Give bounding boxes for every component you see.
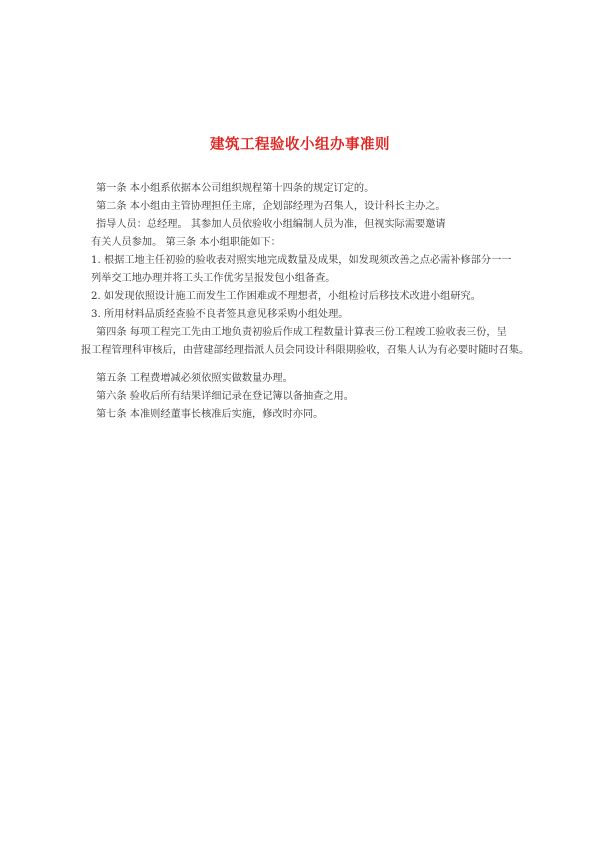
article-4-continued: 报工程管理科审核后，由营建部经理指派人员会同设计科限期验收，召集人认为有必要时随时召集。 xyxy=(81,345,530,356)
article-2: 第二条 本小组由主管协理担任主席，企划部经理为召集人，设计科长主办之。 xyxy=(96,201,446,212)
article-2-continued: 有关人员参加。 第三条 本小组职能如下： xyxy=(91,237,281,248)
article-7: 第七条 本准则经董事长核准后实施，修改时亦同。 xyxy=(96,409,324,420)
article-3-item-3: 3. 所用材料品质经查验不良者签具意见移采购小组处理。 xyxy=(91,309,349,320)
article-1: 第一条 本小组系依据本公司组织规程第十四条的规定订定的。 xyxy=(96,183,375,194)
article-5: 第五条 工程费增减必须依照实做数量办理。 xyxy=(96,373,293,384)
article-2-guidance: 指导人员：总经理。 其参加人员依验收小组编制人员为准，但视实际需要邀请 xyxy=(96,219,446,230)
article-4: 第四条 每项工程完工先由工地负责初验后作成工程数量计算表三份工程竣工验收表三份，呈 xyxy=(96,327,507,338)
article-3-item-1: 1. 根据工地主任初验的验收表对照实地完成数量及成果，如发现须改善之点必需补修部分一一 xyxy=(91,255,512,266)
article-6: 第六条 验收后所有结果详细记录在登记簿以备抽查之用。 xyxy=(96,391,354,402)
document-title: 建筑工程验收小组办事准则 xyxy=(210,137,390,153)
article-3-item-2: 2. 如发现依照设计施工而发生工作困难或不理想者，小组检讨后移技术改进小组研究。 xyxy=(91,291,481,302)
article-3-item-1-continued: 列举交工地办理并将工头工作优劣呈报发包小组备查。 xyxy=(91,273,336,284)
